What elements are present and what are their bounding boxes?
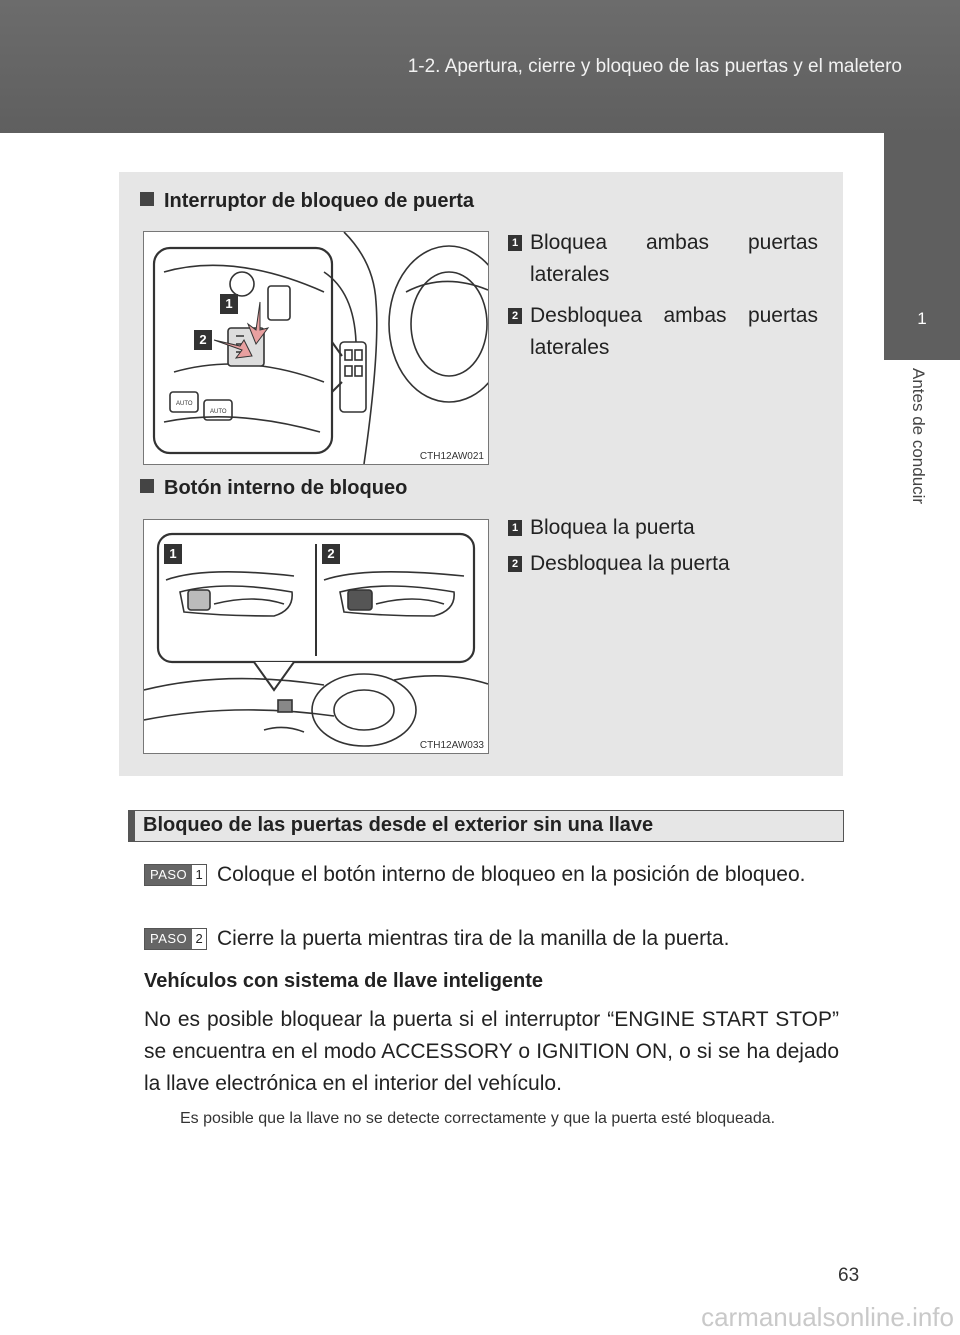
legend-text: Desbloquea ambas puertas laterales bbox=[530, 304, 818, 359]
legend-number: 1 bbox=[508, 235, 522, 251]
callout-2: 2 bbox=[194, 330, 212, 350]
chapter-tab-label: Antes de conducir bbox=[909, 368, 928, 505]
figure-code: CTH12AW033 bbox=[419, 740, 484, 751]
note-text: Es posible que la llave no se detecte correctamente y que la puerta esté bloqueada. bbox=[180, 1110, 776, 1127]
figure-inside-lock-button bbox=[143, 519, 489, 754]
legend-item bbox=[508, 512, 818, 544]
callout-1: 1 bbox=[220, 294, 238, 314]
svg-text:AUTO: AUTO bbox=[176, 401, 193, 407]
legend-number: 1 bbox=[508, 520, 522, 536]
page-header bbox=[0, 0, 960, 133]
legend-text: Desbloquea la puerta bbox=[530, 552, 730, 575]
legend-item bbox=[508, 548, 818, 580]
step-text: Coloque el botón interno de bloqueo en la posición de bloqueo. bbox=[217, 863, 806, 886]
step-1 bbox=[144, 859, 844, 891]
chapter-title: 1-2. Apertura, cierre y bloqueo de las puertas y el maletero bbox=[407, 56, 902, 77]
chapter-number: 1 bbox=[917, 309, 927, 328]
inside-lock-button-illustration bbox=[144, 520, 488, 753]
callout-2: 2 bbox=[322, 544, 340, 564]
legend-text: Bloquea la puerta bbox=[530, 516, 695, 539]
square-bullet-icon bbox=[140, 479, 154, 493]
step-2 bbox=[144, 923, 844, 955]
section-title: Bloqueo de las puertas desde el exterior sin una llave bbox=[143, 814, 654, 836]
section-title-bar bbox=[128, 810, 844, 842]
legend-item bbox=[508, 227, 818, 291]
step-badge: PASO 1 bbox=[144, 864, 207, 886]
legend-number: 2 bbox=[508, 308, 522, 324]
page-number: 63 bbox=[838, 1265, 860, 1286]
legend-text: Bloquea ambas puertas laterales bbox=[530, 231, 818, 286]
subheading: Vehículos con sistema de llave inteligente bbox=[144, 970, 544, 992]
watermark: carmanualsonline.info bbox=[701, 1302, 954, 1332]
figure-code: CTH12AW021 bbox=[419, 451, 484, 462]
step-text: Cierre la puerta mientras tira de la manilla de la puerta. bbox=[217, 927, 730, 950]
body-paragraph: No es posible bloquear la puerta si el interruptor “ENGINE START STOP” se encuentra en el modo ACCESSORY o IGNITION ON, o si se ha dejado la llave electrónica en el interior del vehículo. bbox=[144, 1008, 839, 1095]
figure-door-lock-switch bbox=[143, 231, 489, 465]
chapter-tab bbox=[884, 133, 960, 360]
legend-number: 2 bbox=[508, 556, 522, 572]
info-box bbox=[119, 172, 843, 776]
legend-item bbox=[508, 300, 818, 364]
title-stripe bbox=[129, 811, 135, 841]
square-bullet-icon bbox=[140, 192, 154, 206]
section-heading-door-lock-switch: Interruptor de bloqueo de puerta bbox=[140, 190, 474, 213]
section-heading-inside-lock-button: Botón interno de bloqueo bbox=[140, 477, 407, 500]
svg-text:AUTO: AUTO bbox=[210, 409, 227, 415]
callout-1: 1 bbox=[164, 544, 182, 564]
step-badge: PASO 2 bbox=[144, 928, 207, 950]
